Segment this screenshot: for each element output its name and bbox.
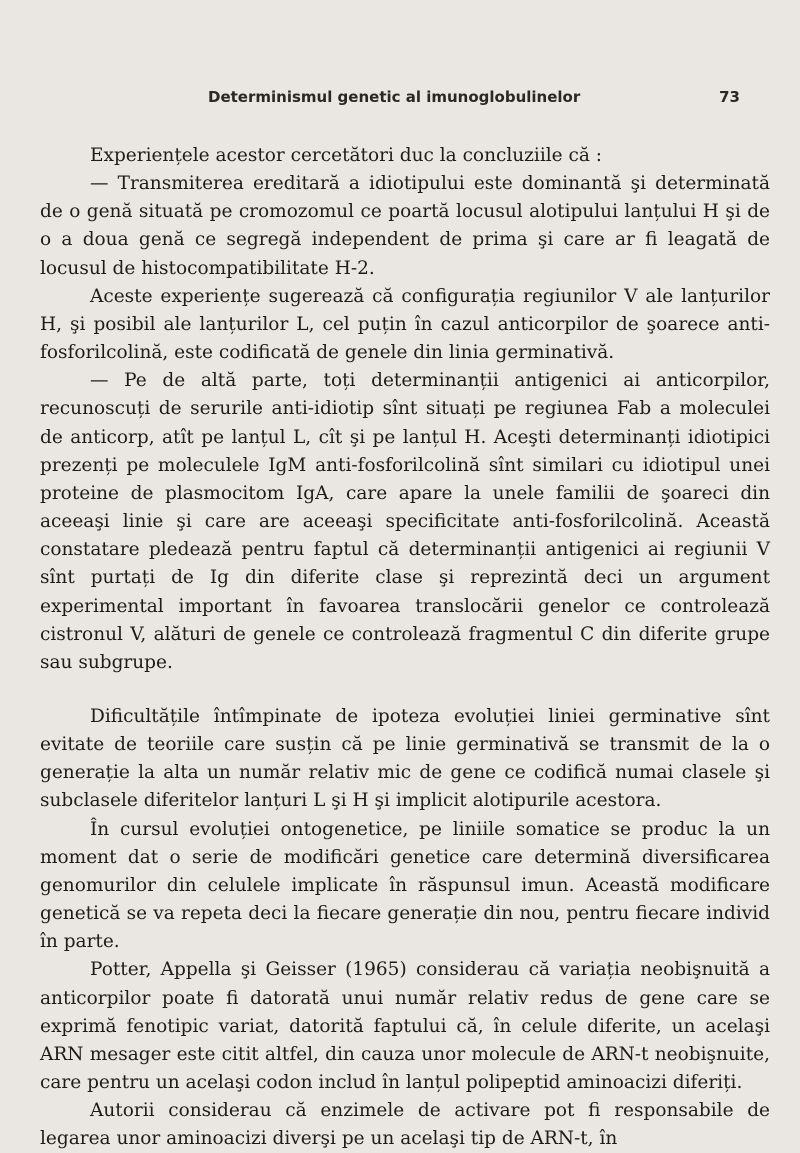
running-header (40, 88, 770, 112)
paragraph: Autorii considerau că enzimele de activare pot fi responsabile de legarea unor aminoacizi diverşi pe un acelaşi tip de ARN-t, în (40, 1100, 770, 1150)
paragraph: Aceste experiențe sugerează că configurația regiunilor V ale lanțurilor H, şi posibil ale lanțurilor L, cel puțin în cazul anticorpilor de şoarece anti-fosforilcolină, este codificată de genele din linia germinativă. (40, 285, 770, 364)
running-title: Determinismul genetic al imunoglobulinelor (208, 88, 581, 106)
paragraph: Potter, Appella şi Geisser (1965) considerau că variația neobişnuită a anticorpilor poate fi datorată unui număr relativ redus de gene care se exprimă fenotipic variat, datorită faptului că, în celule diferite, un acelaşi ARN mesager este citit altfel, din cauza unor molecule de ARN-t neobişnuite, care pentru un acelaşi codon includ în lanțul polipeptid aminoacizi diferiți. (40, 959, 770, 1093)
paragraph: — Pe de altă parte, toți determinanții antigenici ai anticorpilor, recunoscuți de serurile anti-idiotip sînt situați pe regiunea Fab a moleculei de anticorp, atît pe lanțul L, cît şi pe lanțul H. Aceşti determinanți idiotipici prezenți pe moleculele IgM anti-fosforilcolină sînt similari cu idiotipul unei proteine de plasmocitom IgA, care apare la unele familii de şoareci din aceeaşi linie şi care are aceeaşi specificitate anti-fosforilcolină. Această constatare pledează pentru faptul că determinanții antigenici ai regiunii V sînt purtați de Ig din diferite clase şi reprezintă deci un argument experimental important în favoarea translocării genelor ce controlează cistronul V, alături de genele ce controlează fragmentul C din diferite grupe sau subgrupe. (40, 370, 770, 673)
paragraph: Dificultățile întîmpinate de ipoteza evoluției liniei germinative sînt evitate de teoriile care susțin că pe linie germinativă se transmit de la o generație la alta un număr relativ mic de gene ce codifică numai clasele şi subclasele diferitelor lanțuri L şi H şi implicit alotipurile acestora. (40, 705, 770, 812)
body-text (40, 142, 770, 1153)
paragraph: În cursul evoluției ontogenetice, pe liniile somatice se produc la un moment dat o serie de modificări genetice care determină diversificarea genomurilor din celulele implicate în răspunsul imun. Această modificare genetică se va repeta deci la fiecare generație din nou, pentru fiecare individ în parte. (40, 818, 770, 953)
paragraph: Experiențele acestor cercetători duc la concluziile că : (90, 145, 603, 166)
page-number: 73 (719, 88, 740, 106)
paragraph: — Transmiterea ereditară a idiotipului este dominantă şi determinată de o genă situată pe cromozomul ce poartă locusul alotipului lanțului H şi de o a doua genă ce segregă independent de prima şi care ar fi leagată de locusul de histocompatibilitate H-2. (40, 173, 770, 279)
